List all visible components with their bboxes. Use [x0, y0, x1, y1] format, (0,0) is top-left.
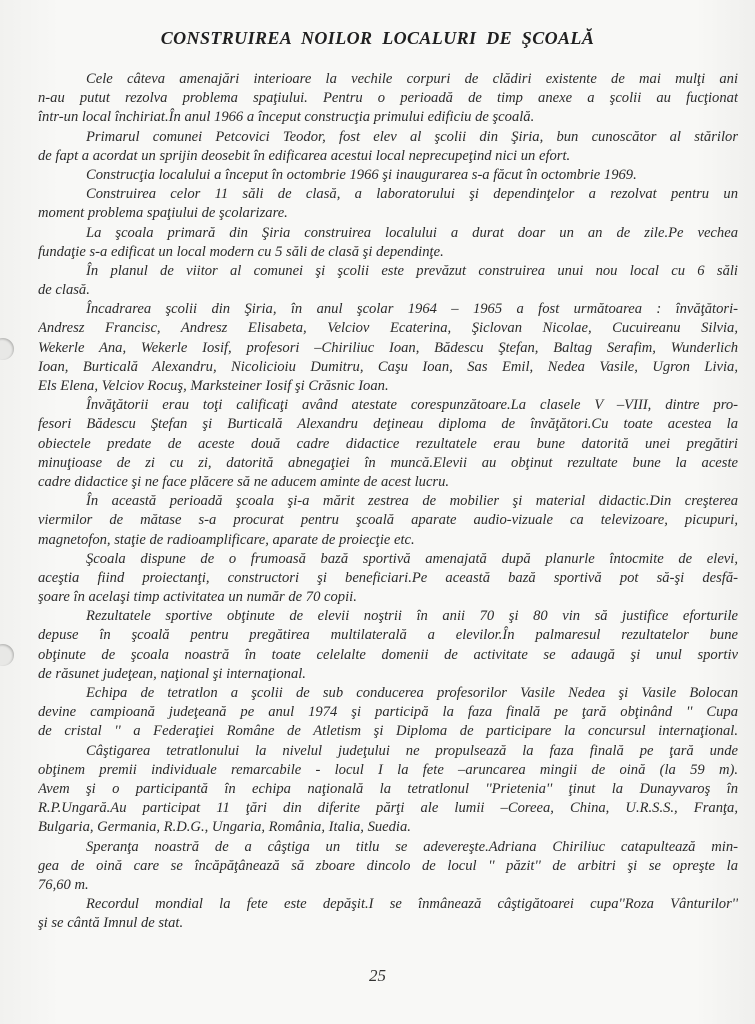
- text-line: şoare în acelaşi timp activitatea un număr de 70 copii.: [38, 589, 357, 606]
- text-line: moment problema spaţiului de şcolarizare.: [38, 205, 288, 222]
- text-line: R.P.Ungară.Au participat 11 ţări din diferite părţi ale lumii –Coreea, China, U.R.S.S., Franţa,: [38, 800, 738, 817]
- text-line: obţinute de şcoala noastră în toate celelalte domenii de activitate se adaugă şi unul sportiv: [38, 646, 738, 663]
- text-line: minuţioase de zi cu zi, datorită abnegaţiei în muncă.Elevii au obţinut rezultate bune la aceste: [38, 454, 738, 471]
- text-line: obiectele predate de aceste două cadre didactice rezultatele erau bune datorită unei pregătiri: [38, 435, 738, 452]
- text-line: Els Elena, Velciov Rocuş, Marksteiner Iosif şi Crăsnic Ioan.: [38, 378, 389, 394]
- text-line: Andresz Francisc, Andresz Elisabeta, Velciov Ecaterina, Şiclovan Nicolae, Cucuireanu Silvia,: [38, 320, 738, 337]
- punch-hole: [0, 644, 14, 666]
- text-line: viermilor de mătase s-a procurat pentru şcoală aparate audio-vizuale ca televizoare, picupuri,: [38, 512, 738, 529]
- text-line: de răsunet judeţean, naţional şi internaţional.: [38, 665, 306, 682]
- document-body: [38, 70, 738, 933]
- text-line: gea de oină care se încăpăţânează să zboare dincolo de locul '' păzit'' de arbitri şi se opreşte la: [38, 857, 738, 874]
- text-line: depuse în şcoală pentru pregătirea multilaterală a elevilor.În palmaresul rezultatelor bune: [38, 627, 738, 644]
- text-line: fundaţie s-a edificat un local modern cu 5 săli de clasă şi dependinţe.: [38, 243, 444, 260]
- text-line: magnetofon, staţie de radioamplificare, aparate de proiecţie etc.: [38, 531, 415, 548]
- text-line: Câştigarea tetratlonului la nivelul judeţului ne propulsează la faza finală pe ţară unde: [86, 742, 738, 759]
- page-number: 25: [369, 966, 386, 985]
- text-line: Construcţia localului a început în octombrie 1966 şi inaugurarea s-a făcut în octombrie 1969.: [86, 166, 637, 183]
- text-line: de clasă.: [38, 282, 90, 299]
- text-line: Încadrarea şcolii din Şiria, în anul şcolar 1964 – 1965 a fost următoarea : învăţători-: [86, 301, 738, 318]
- text-line: de cristal '' a Federaţiei Române de Atletism şi Diploma de participare la concursul internaţional.: [38, 723, 738, 740]
- text-line: În planul de viitor al comunei şi şcolii este prevăzut construirea unui nou local cu 6 săli: [86, 262, 738, 279]
- text-line: de fapt a acordat un sprijin deosebit în edificarea acestui local neprecupeţind nici un efort.: [38, 147, 571, 164]
- text-line: Cele câteva amenajări interioare la vechile corpuri de clădiri existente de mai mulţi ani: [86, 71, 738, 87]
- text-line: Wekerle Ana, Wekerle Iosif, profesori –Chiriliuc Ioan, Bădescu Ştefan, Baltag Serafim, Wunderlich: [38, 339, 738, 356]
- text-line: Ioan, Burticală Alexandru, Nicolicioiu Dumitru, Caşu Ioan, Sas Emil, Nedea Vasile, Ugron Livia,: [38, 358, 738, 375]
- text-line: aceştia fiind proiectanţi, constructori şi beneficiari.Pe această bază sportivă pot să-şi desfă-: [38, 569, 738, 586]
- page-title: CONSTRUIREA NOILOR LOCALURI DE ŞCOALĂ: [160, 28, 595, 48]
- text-line: Echipa de tetratlon a şcolii de sub conducerea profesorilor Vasile Nedea şi Vasile Bolocan: [86, 685, 738, 701]
- text-line: Recordul mondial la fete este depăşit.I se înmânează câştigătoarei cupa''Roza Vânturilor'': [86, 896, 738, 913]
- text-line: n-au putut rezolva problema spaţiului. Pentru o perioadă de timp anexe a şcolii au fucţionat: [38, 90, 738, 107]
- text-line: cadre didactice şi ne face plăcere să ne aducem aminte de acest lucru.: [38, 473, 450, 490]
- text-line: şi se cântă Imnul de stat.: [38, 915, 184, 932]
- text-line: Învăţătorii erau toţi calificaţi având atestate corespunzătoare.La clasele V –VIII, dintre pro-: [86, 397, 738, 414]
- text-line: 76,60 m.: [38, 876, 89, 893]
- text-line: Speranţa noastră de a câştiga un titlu se adevereşte.Adriana Chiriliuc catapultează min-: [86, 838, 738, 855]
- text-line: într-un local închiriat.În anul 1966 a început construcţia primului edificiu de şcoală.: [38, 109, 535, 126]
- text-line: La şcoala primară din Şiria construirea localului a durat doar un an de zile.Pe vechea: [86, 224, 738, 241]
- text-line: În această perioadă şcoala şi-a mărit zestrea de mobilier şi material didactic.Din creşterea: [86, 493, 738, 510]
- text-line: devine campioană judeţeană pe anul 1974 şi participă la faza finală pe ţară obţinând '' Cupa: [38, 704, 738, 721]
- text-line: Bulgaria, Germania, R.D.G., Ungaria, România, Italia, Suedia.: [38, 819, 411, 836]
- text-line: Rezultatele sportive obţinute de elevii noştrii în anii 70 şi 80 vin să justifice eforturile: [86, 608, 738, 625]
- text-line: Primarul comunei Petcovici Teodor, fost elev al şcolii din Şiria, bun cunoscător al stărilor: [86, 128, 738, 145]
- text-line: Construirea celor 11 săli de clasă, a laboratorului şi dependinţelor a rezolvat pentru un: [86, 186, 738, 203]
- text-line: fesori Bădescu Ştefan şi Burticală Alexandru deţineau diploma de învăţători.Cu toate acestea la: [38, 416, 738, 433]
- text-line: obţinem premii individuale remarcabile - locul I la fete –aruncarea mingii de oină (la 59 m).: [38, 761, 738, 778]
- text-line: Şcoala dispune de o frumoasă bază sportivă amenajată după planurle întocmite de elevi,: [86, 550, 738, 567]
- punch-hole: [0, 338, 14, 360]
- text-line: Avem şi o participantă în echipa naţională la tetratlonul ''Prietenia'' ţinut la Dunayvaroş în: [38, 780, 738, 797]
